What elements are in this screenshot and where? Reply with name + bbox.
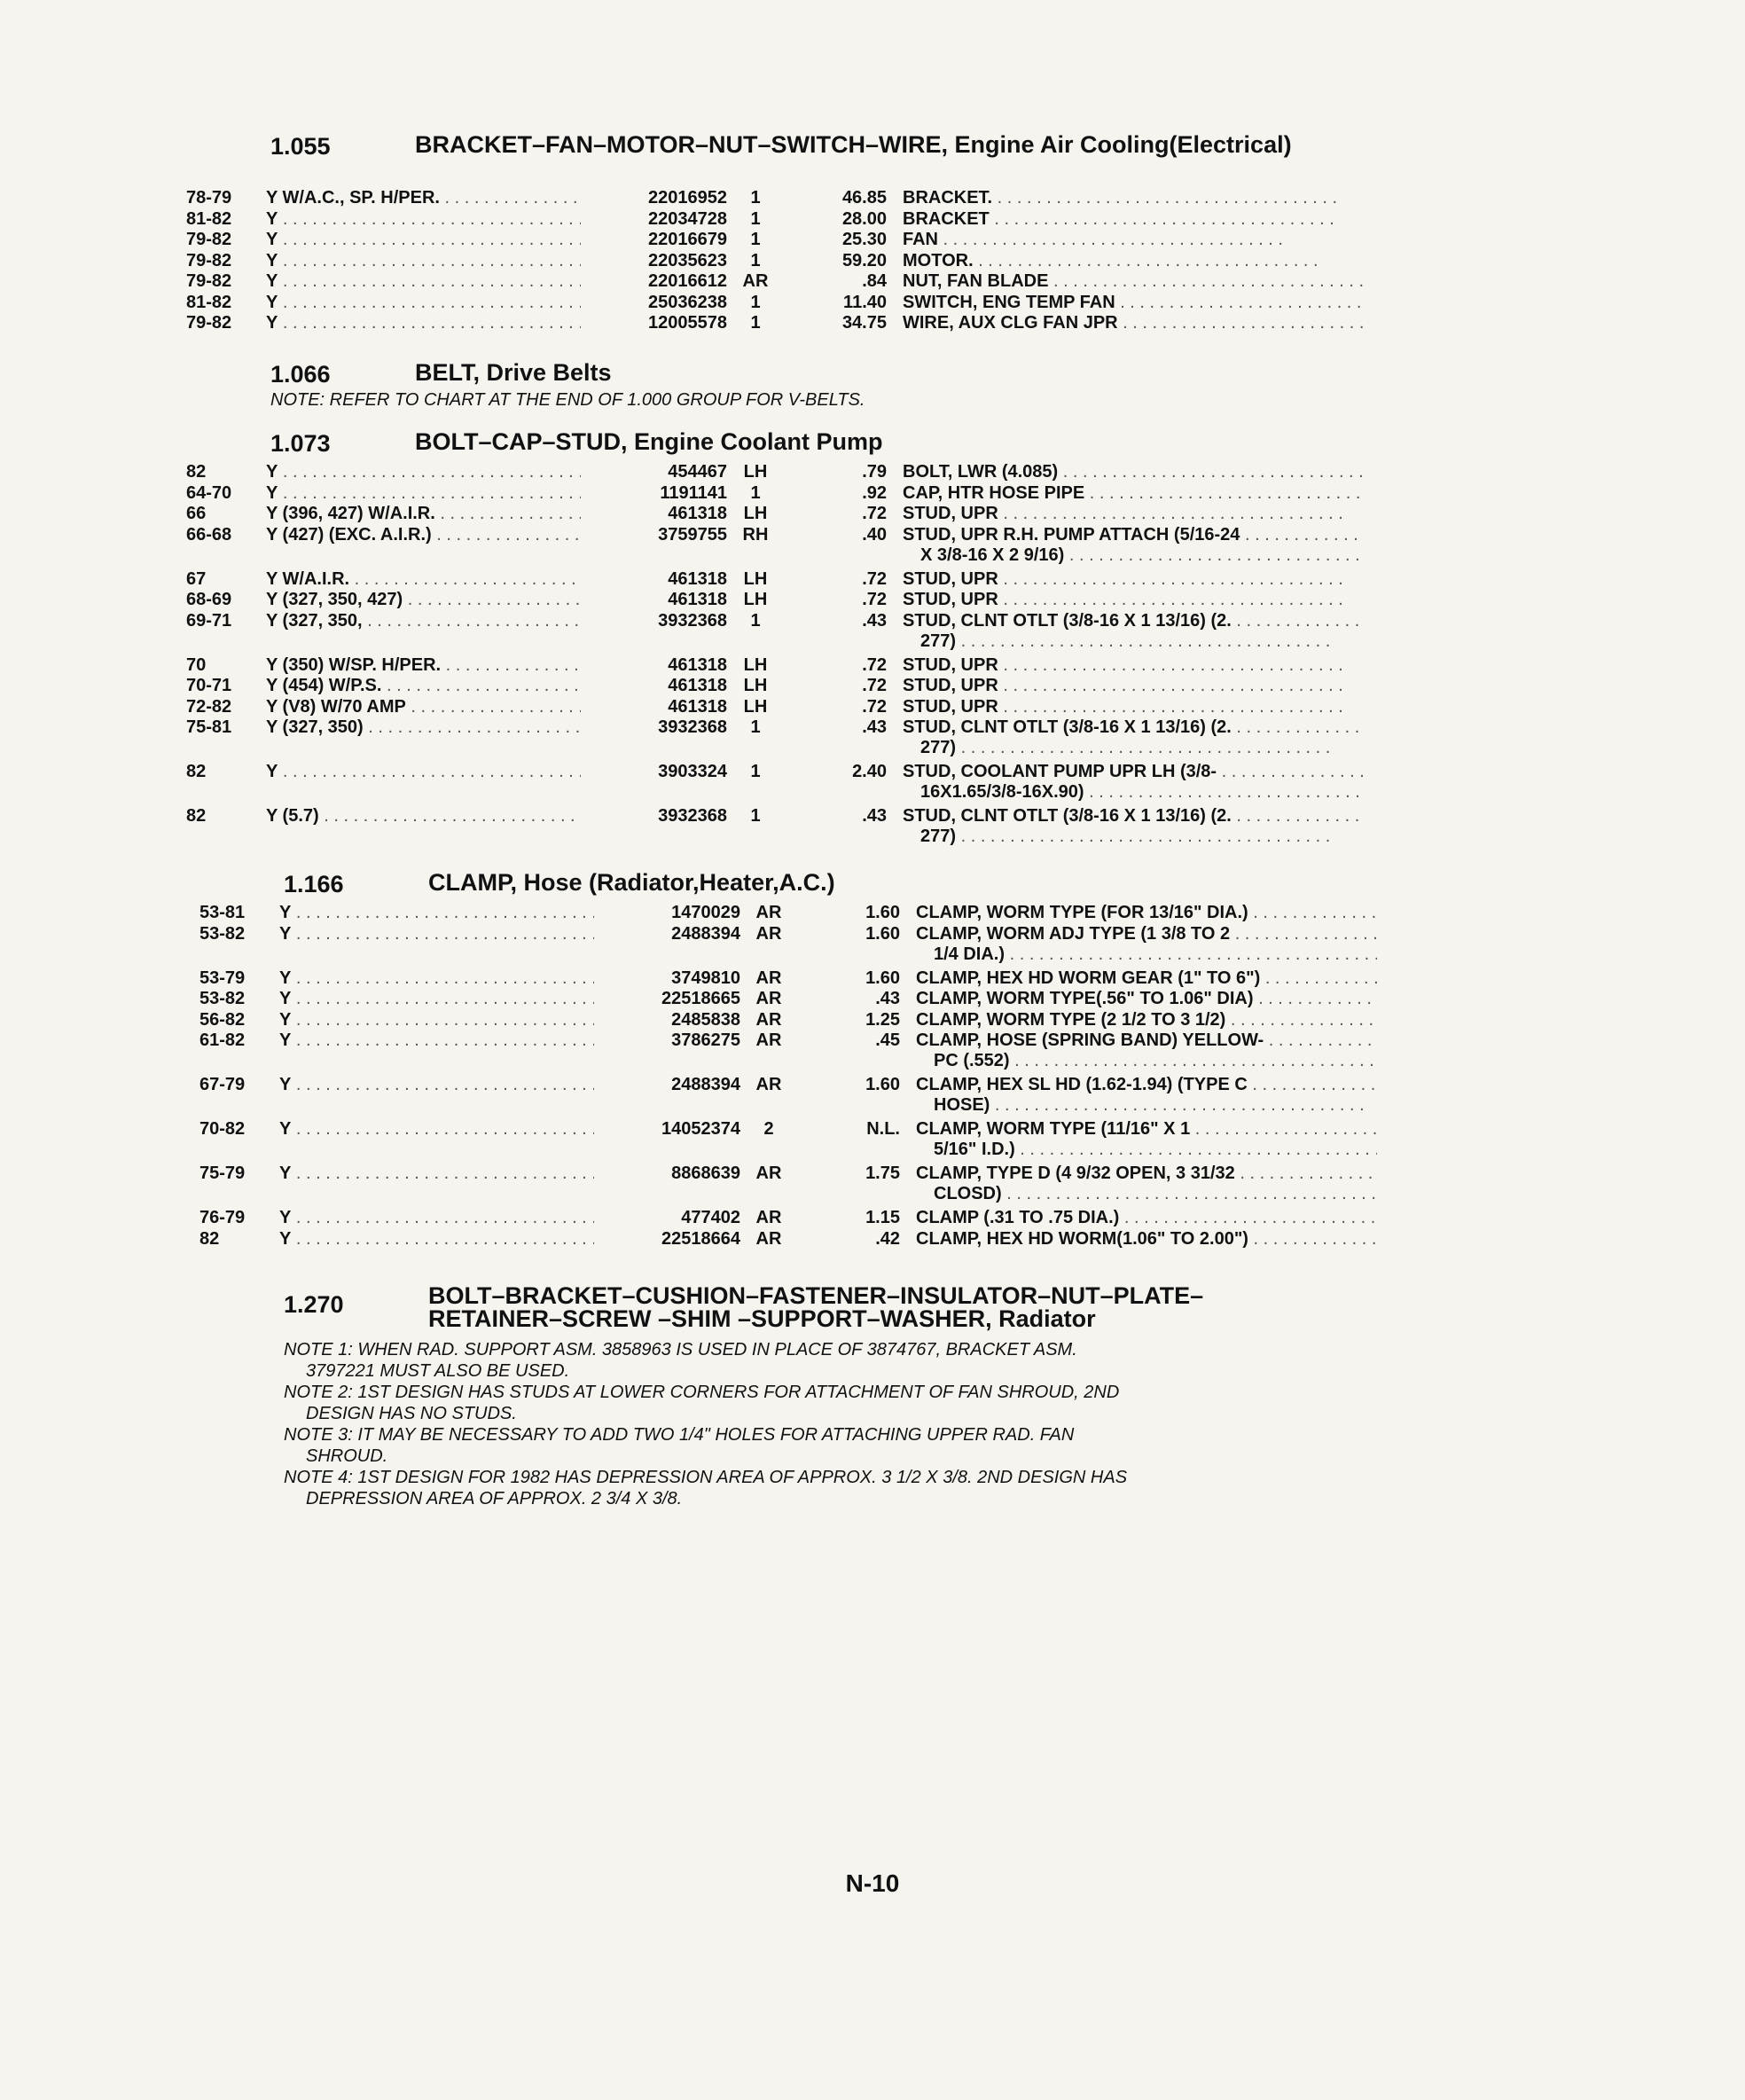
part-number: 2488394 (671, 923, 740, 944)
description (903, 525, 1364, 566)
description (916, 924, 1377, 965)
quantity: AR (755, 1164, 782, 1183)
description-line: CLAMP, WORM TYPE (11/16" X 1 . . . (916, 1119, 1377, 1140)
part-number: 461318 (668, 590, 727, 609)
table-row (200, 903, 1370, 924)
description-line: STUD, UPR . . . (903, 697, 1364, 717)
table-row (186, 483, 1357, 505)
note-line: NOTE 2: 1ST DESIGN HAS STUDS AT LOWER CORNERS FOR ATTACHMENT OF FAN SHROUD, 2ND (284, 1383, 1120, 1402)
description-line: BOLT, LWR (4.085) . . . (903, 462, 1364, 482)
description-line: SWITCH, ENG TEMP FAN . . . (903, 293, 1364, 313)
price: .72 (862, 590, 887, 609)
application: Y (327, 350, . . . (266, 611, 581, 631)
table-row (200, 1075, 1370, 1119)
part-number: 461318 (668, 504, 727, 523)
part-number: 3903324 (658, 762, 727, 781)
application: Y . . . (279, 968, 594, 989)
description-line: STUD, CLNT OTLT (3/8-16 X 1 13/16) (2. . . . (903, 717, 1364, 738)
section-title: BOLT–CAP–STUD, Engine Coolant Pump (415, 428, 883, 455)
section-number: 1.055 (270, 133, 331, 160)
description-line: CLAMP, HEX HD WORM(1.06" TO 2.00") . . . (916, 1229, 1377, 1250)
note-line: SHROUD. (306, 1446, 388, 1466)
model-years: 78-79 (186, 188, 232, 208)
description-line: 277) . . . (903, 631, 1364, 652)
description-line: STUD, UPR . . . (903, 676, 1364, 696)
table-row (186, 271, 1357, 293)
description (903, 188, 1364, 208)
description (903, 504, 1364, 524)
section-header (186, 430, 1357, 462)
quantity: AR (755, 903, 782, 922)
application: Y . . . (266, 313, 581, 333)
application: Y (396, 427) W/A.I.R. . . . (266, 504, 581, 524)
part-number: 461318 (668, 568, 727, 589)
application: Y W/A.C., SP. H/PER. . . . (266, 188, 581, 208)
section-1270 (200, 1284, 1370, 1509)
section-header (186, 361, 1357, 389)
part-number: 2488394 (671, 1075, 740, 1094)
quantity: AR (755, 923, 782, 944)
section-note (200, 1339, 1339, 1382)
section-note (200, 1467, 1339, 1509)
price: 1.25 (865, 1009, 900, 1030)
quantity: LH (743, 462, 768, 482)
quantity: 1 (750, 806, 761, 826)
application: Y . . . (266, 209, 581, 230)
application: Y . . . (279, 989, 594, 1009)
description-line: FAN . . . (903, 230, 1364, 250)
part-number: 461318 (668, 676, 727, 695)
model-years: 76-79 (200, 1208, 246, 1227)
price: 28.00 (841, 208, 887, 229)
table-row (186, 209, 1357, 231)
description (916, 968, 1377, 989)
section-title: BRACKET–FAN–MOTOR–NUT–SWITCH–WIRE, Engine Air Cooling(Electrical) (415, 131, 1292, 158)
price: 1.15 (865, 1208, 900, 1227)
price: N.L. (866, 1119, 900, 1139)
table-row (186, 569, 1357, 591)
note-line: NOTE 3: IT MAY BE NECESSARY TO ADD TWO 1/4" HOLES FOR ATTACHING UPPER RAD. FAN (284, 1425, 1075, 1445)
table-row (186, 717, 1357, 762)
quantity: 1 (750, 188, 761, 208)
model-years: 53-81 (200, 903, 246, 922)
description (903, 806, 1364, 847)
section-1166 (200, 871, 1370, 1250)
model-years: 64-70 (186, 482, 232, 503)
application: Y . . . (266, 762, 581, 782)
part-number: 22035623 (648, 250, 727, 270)
description (916, 903, 1377, 923)
description (903, 483, 1364, 504)
price: 46.85 (841, 188, 887, 208)
application: Y (350) W/SP. H/PER. . . . (266, 655, 581, 676)
parts-list (186, 462, 1357, 850)
application: Y (427) (EXC. A.I.R.) . . . (266, 525, 581, 545)
description-line: 277) . . . (903, 827, 1364, 847)
application: Y (5.7) . . . (266, 806, 581, 827)
quantity: AR (755, 968, 782, 988)
description (916, 1164, 1377, 1204)
price: 1.60 (865, 1075, 900, 1094)
description (916, 989, 1377, 1009)
part-number: 12005578 (648, 313, 727, 333)
table-row (200, 1208, 1370, 1229)
part-number: 1191141 (660, 482, 727, 503)
quantity: 1 (750, 762, 761, 781)
table-row (186, 188, 1357, 209)
description-line: CLAMP, TYPE D (4 9/32 OPEN, 3 31/32 . . . (916, 1164, 1377, 1184)
table-row (186, 611, 1357, 655)
price: .72 (862, 568, 887, 589)
table-row (186, 251, 1357, 272)
application: Y (454) W/P.S. . . . (266, 676, 581, 696)
model-years: 82 (186, 806, 207, 826)
application: Y . . . (266, 462, 581, 482)
quantity: AR (755, 1228, 782, 1249)
table-row (186, 313, 1357, 334)
model-years: 79-82 (186, 230, 232, 249)
price: .72 (862, 676, 887, 695)
part-number: 22518665 (661, 989, 740, 1008)
model-years: 61-82 (200, 1030, 246, 1050)
model-years: 70-71 (186, 676, 232, 695)
description-line: STUD, UPR R.H. PUMP ATTACH (5/16-24 . . . (903, 525, 1364, 545)
note-line: DESIGN HAS NO STUDS. (306, 1404, 517, 1423)
model-years: 70 (186, 654, 207, 675)
part-number: 3749810 (671, 968, 740, 988)
application: Y . . . (266, 271, 581, 292)
description-line: 5/16" I.D.) . . . (916, 1140, 1377, 1160)
application: Y . . . (279, 1164, 594, 1184)
price: 25.30 (841, 230, 887, 249)
application: Y . . . (279, 1229, 594, 1250)
model-years: 53-79 (200, 968, 246, 988)
quantity: AR (755, 1075, 782, 1094)
application: Y . . . (279, 1030, 594, 1051)
model-years: 53-82 (200, 923, 246, 944)
model-years: 81-82 (186, 292, 232, 312)
quantity: LH (743, 676, 768, 695)
price: 34.75 (841, 313, 887, 333)
part-number: 3932368 (658, 806, 727, 826)
application: Y . . . (279, 1075, 594, 1095)
quantity: 1 (750, 717, 761, 737)
section-note (200, 1382, 1339, 1424)
model-years: 53-82 (200, 989, 246, 1008)
description (916, 1208, 1377, 1228)
table-row (200, 1010, 1370, 1031)
part-number: 25036238 (648, 292, 727, 312)
model-years: 70-82 (200, 1119, 246, 1139)
description-line: STUD, COOLANT PUMP UPR LH (3/8- . . . (903, 762, 1364, 782)
quantity: AR (755, 1009, 782, 1030)
application: Y . . . (266, 293, 581, 313)
description-line: STUD, UPR . . . (903, 590, 1364, 610)
quantity: RH (742, 524, 769, 545)
description (903, 209, 1364, 230)
section-note (200, 1424, 1339, 1467)
part-number: 454467 (668, 462, 727, 482)
table-row (200, 1119, 1370, 1164)
price: .72 (862, 696, 887, 717)
description-line: HOSE) . . . (916, 1095, 1377, 1116)
quantity: 2 (763, 1119, 774, 1139)
description (916, 1229, 1377, 1250)
model-years: 67 (186, 568, 207, 589)
quantity: LH (743, 654, 768, 675)
part-number: 1470029 (671, 903, 740, 922)
application: Y . . . (279, 1208, 594, 1228)
description (903, 717, 1364, 758)
application: Y . . . (266, 251, 581, 271)
page-number: N-10 (845, 1869, 900, 1897)
model-years: 68-69 (186, 590, 232, 609)
application: Y . . . (279, 924, 594, 944)
part-number: 3932368 (658, 717, 727, 737)
description-line: 16X1.65/3/8-16X.90) . . . (903, 782, 1364, 803)
model-years: 82 (186, 462, 207, 482)
description-line: STUD, CLNT OTLT (3/8-16 X 1 13/16) (2. . . . (903, 806, 1364, 827)
quantity: LH (743, 504, 768, 523)
description-line: CLAMP, WORM ADJ TYPE (1 3/8 TO 2 . . . (916, 924, 1377, 944)
price: 1.75 (865, 1164, 900, 1183)
quantity: 1 (750, 313, 761, 333)
table-row (200, 1164, 1370, 1208)
model-years: 82 (186, 762, 207, 781)
description (903, 655, 1364, 676)
description-line: WIRE, AUX CLG FAN JPR . . . (903, 313, 1364, 333)
description (903, 293, 1364, 313)
price: .79 (862, 462, 887, 482)
application: Y W/A.I.R. . . . (266, 569, 581, 590)
model-years: 79-82 (186, 313, 232, 333)
model-years: 75-79 (200, 1164, 246, 1183)
application: Y . . . (266, 230, 581, 250)
description-line: NUT, FAN BLADE . . . (903, 271, 1364, 292)
quantity: 1 (750, 482, 761, 503)
model-years: 79-82 (186, 271, 232, 291)
model-years: 69-71 (186, 610, 232, 631)
part-number: 461318 (668, 654, 727, 675)
price: .43 (862, 717, 887, 737)
quantity: 1 (750, 292, 761, 312)
description (903, 611, 1364, 652)
price: .84 (862, 271, 887, 291)
price: .72 (862, 654, 887, 675)
price: .72 (862, 504, 887, 523)
table-row (186, 697, 1357, 718)
table-row (186, 655, 1357, 677)
description (903, 676, 1364, 696)
quantity: AR (755, 1030, 782, 1050)
description (903, 569, 1364, 590)
section-1055 (186, 133, 1357, 334)
part-number: 22016952 (648, 188, 727, 208)
section-header (200, 1284, 1370, 1339)
price: 11.40 (843, 292, 887, 312)
part-number: 22034728 (648, 208, 727, 229)
description-line: BRACKET. . . . (903, 188, 1364, 208)
note-line: NOTE 1: WHEN RAD. SUPPORT ASM. 3858963 IS USED IN PLACE OF 3874767, BRACKET ASM. (284, 1340, 1077, 1360)
description-line: MOTOR. . . . (903, 251, 1364, 271)
part-number: 477402 (681, 1208, 740, 1227)
part-number: 22518664 (661, 1228, 740, 1249)
description (903, 251, 1364, 271)
quantity: LH (743, 568, 768, 589)
part-number: 2485838 (671, 1009, 740, 1030)
section-number: 1.073 (270, 430, 331, 457)
price: .43 (862, 610, 887, 631)
description-line: CLAMP, WORM TYPE(.56" TO 1.06" DIA) . . . (916, 989, 1377, 1009)
price: 2.40 (852, 762, 887, 781)
quantity: LH (743, 590, 768, 609)
note-line: 3797221 MUST ALSO BE USED. (306, 1361, 570, 1381)
price: 1.60 (865, 923, 900, 944)
quantity: AR (755, 989, 782, 1008)
part-number: 461318 (668, 696, 727, 717)
model-years: 75-81 (186, 717, 232, 737)
part-number: 3759755 (658, 524, 727, 545)
table-row (200, 989, 1370, 1010)
quantity: LH (743, 696, 768, 717)
quantity: 1 (750, 250, 761, 270)
table-row (186, 762, 1357, 806)
description-line: CLAMP, HEX HD WORM GEAR (1" TO 6") . . . (916, 968, 1377, 989)
model-years: 79-82 (186, 250, 232, 270)
quantity: AR (742, 271, 769, 291)
application: Y (V8) W/70 AMP . . . (266, 697, 581, 717)
description-line: CLAMP, WORM TYPE (2 1/2 TO 3 1/2) . . . (916, 1010, 1377, 1030)
section-notes (200, 1339, 1370, 1509)
application: Y . . . (279, 1119, 594, 1140)
price: .43 (875, 989, 900, 1008)
model-years: 82 (200, 1228, 220, 1249)
description-line: CLAMP (.31 TO .75 DIA.) . . . (916, 1208, 1377, 1228)
model-years: 66 (186, 504, 207, 523)
section-note: NOTE: REFER TO CHART AT THE END OF 1.000 GROUP FOR V-BELTS. (270, 390, 865, 410)
note-line: NOTE 4: 1ST DESIGN FOR 1982 HAS DEPRESSION AREA OF APPROX. 3 1/2 X 3/8. 2ND DESIGN HAS (284, 1468, 1128, 1487)
description (916, 1119, 1377, 1160)
part-number: 14052374 (661, 1119, 740, 1139)
parts-list (200, 903, 1370, 1250)
table-row (186, 525, 1357, 569)
section-header (200, 871, 1370, 903)
model-years: 66-68 (186, 524, 232, 545)
description-line: STUD, UPR . . . (903, 504, 1364, 524)
description-line: STUD, CLNT OTLT (3/8-16 X 1 13/16) (2. . . . (903, 611, 1364, 631)
table-row (200, 1229, 1370, 1250)
part-number: 3932368 (658, 610, 727, 631)
part-number: 8868639 (671, 1164, 740, 1183)
table-row (200, 924, 1370, 968)
table-row (200, 968, 1370, 990)
model-years: 56-82 (200, 1009, 246, 1030)
description-line: X 3/8-16 X 2 9/16) . . . (903, 545, 1364, 566)
application: Y . . . (266, 483, 581, 504)
description (903, 590, 1364, 610)
section-number: 1.270 (284, 1291, 344, 1318)
price: .92 (862, 482, 887, 503)
description (916, 1010, 1377, 1030)
quantity: 1 (750, 610, 761, 631)
part-number: 3786275 (671, 1030, 740, 1050)
model-years: 72-82 (186, 696, 232, 717)
table-row (186, 504, 1357, 525)
quantity: 1 (750, 230, 761, 249)
description (903, 462, 1364, 482)
description-line: CLAMP, HEX SL HD (1.62-1.94) (TYPE C . . . (916, 1075, 1377, 1095)
note-line: DEPRESSION AREA OF APPROX. 2 3/4 X 3/8. (306, 1489, 683, 1508)
description-line: 1/4 DIA.) . . . (916, 944, 1377, 965)
price: .45 (875, 1030, 900, 1050)
description (903, 230, 1364, 250)
description-line: BRACKET . . . (903, 209, 1364, 230)
price: .42 (875, 1228, 900, 1249)
table-row (186, 462, 1357, 483)
description (903, 762, 1364, 803)
description-line: PC (.552) . . . (916, 1051, 1377, 1071)
price: .40 (862, 524, 887, 545)
quantity: 1 (750, 208, 761, 229)
description-line: 277) . . . (903, 738, 1364, 758)
description (903, 313, 1364, 333)
table-row (200, 1030, 1370, 1075)
description-line: CLOSD) . . . (916, 1184, 1377, 1204)
section-1073 (186, 430, 1357, 850)
price: 1.60 (865, 968, 900, 988)
description-line: CAP, HTR HOSE PIPE . . . (903, 483, 1364, 504)
section-title: CLAMP, Hose (Radiator,Heater,A.C.) (428, 869, 835, 896)
quantity: AR (755, 1208, 782, 1227)
price: .43 (862, 806, 887, 826)
description-line: STUD, UPR . . . (903, 569, 1364, 590)
description (916, 1075, 1377, 1116)
description (903, 271, 1364, 292)
description (903, 697, 1364, 717)
table-row (186, 230, 1357, 251)
application: Y . . . (279, 1010, 594, 1030)
model-years: 81-82 (186, 208, 232, 229)
table-row (186, 590, 1357, 611)
part-number: 22016679 (648, 230, 727, 249)
section-number: 1.066 (270, 361, 331, 388)
description-line: STUD, UPR . . . (903, 655, 1364, 676)
model-years: 67-79 (200, 1075, 246, 1094)
table-row (186, 806, 1357, 850)
price: 59.20 (841, 250, 887, 270)
section-header (186, 133, 1357, 188)
section-title: BELT, Drive Belts (415, 359, 612, 386)
price: 1.60 (865, 903, 900, 922)
application: Y (327, 350, 427) . . . (266, 590, 581, 610)
section-number: 1.166 (284, 871, 344, 897)
description-line: CLAMP, WORM TYPE (FOR 13/16" DIA.) . . . (916, 903, 1377, 923)
application: Y (327, 350) . . . (266, 717, 581, 738)
application: Y . . . (279, 903, 594, 923)
description-line: CLAMP, HOSE (SPRING BAND) YELLOW- . . . (916, 1030, 1377, 1051)
section-title: BOLT–BRACKET–CUSHION–FASTENER–INSULATOR–NUT–PLATE–RETAINER–SCREW –SHIM –SUPPORT–WASHER, Radiator (428, 1282, 1204, 1332)
part-number: 22016612 (648, 271, 727, 291)
table-row (186, 676, 1357, 697)
table-row (186, 293, 1357, 314)
description (916, 1030, 1377, 1071)
section-1066 (186, 361, 1357, 411)
parts-list (186, 188, 1357, 334)
